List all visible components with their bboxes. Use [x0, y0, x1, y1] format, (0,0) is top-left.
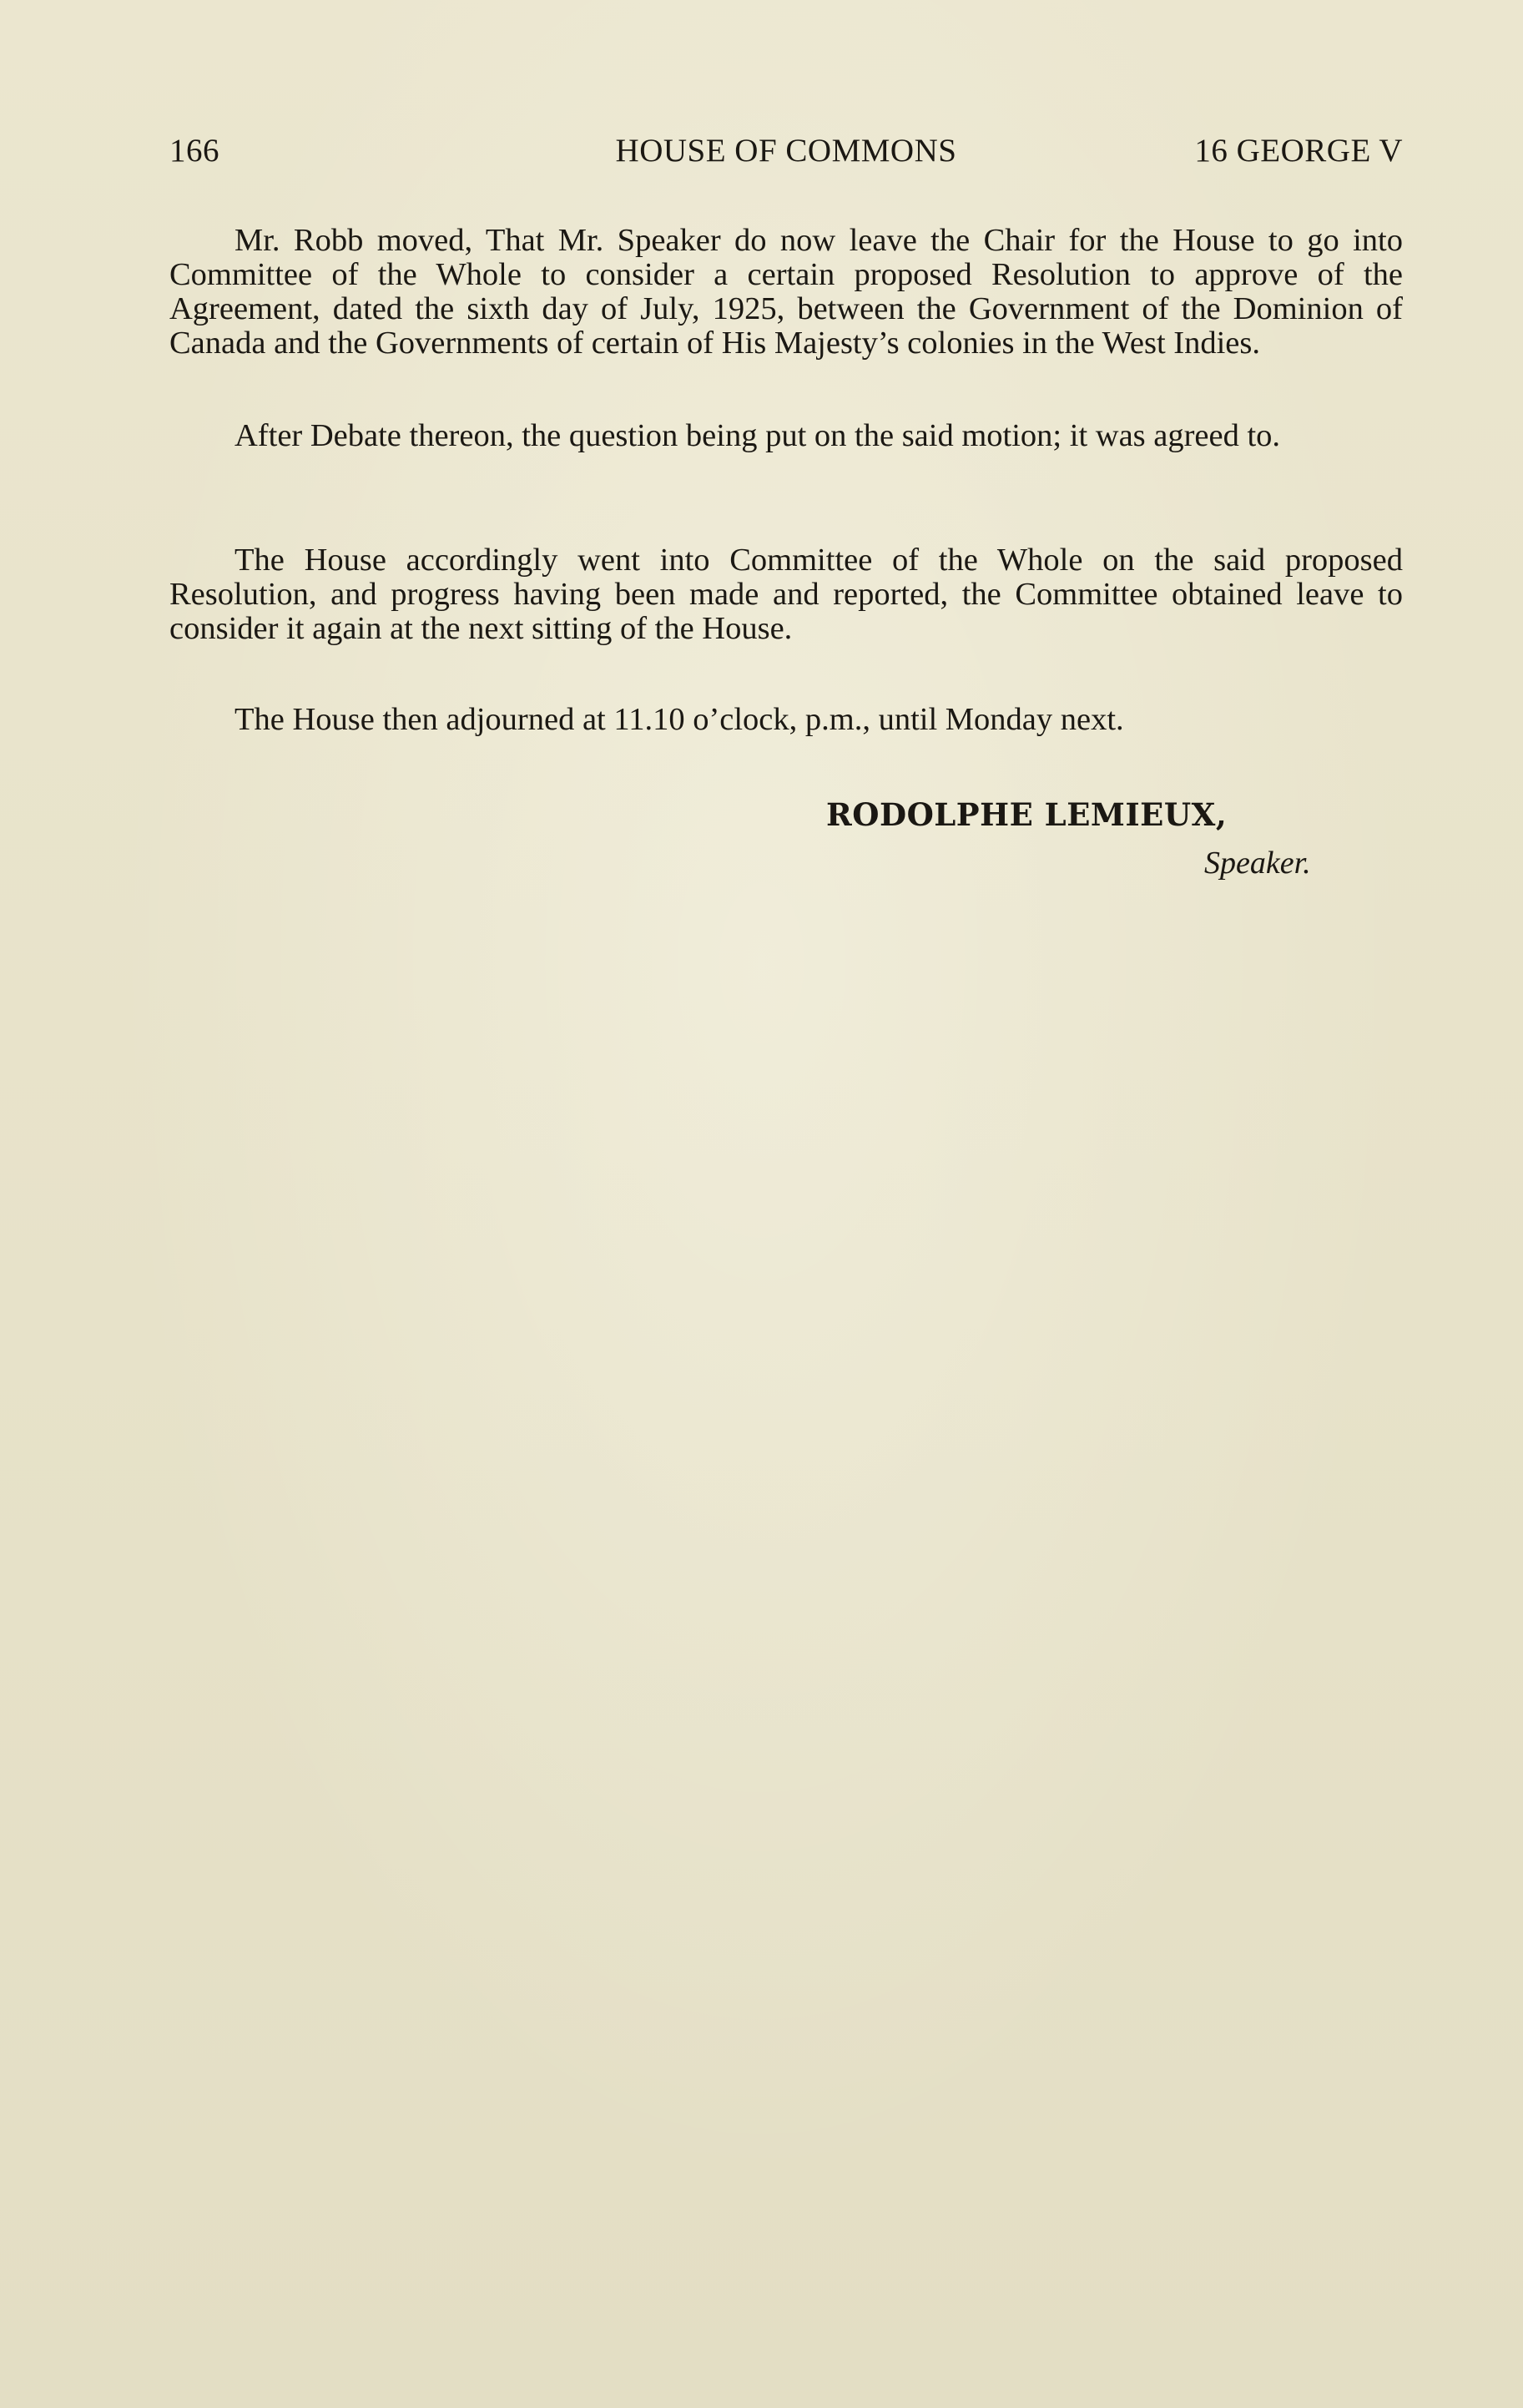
speaker-title: Speaker. [1204, 846, 1311, 881]
paragraph-committee: The House accordingly went into Committee of the Whole on the said proposed Resolution, and progress having been made and reported, the Committee obtained leave to consider it again at the next sitting of the House. [169, 543, 1403, 646]
regnal-year: 16 GEORGE V [1194, 133, 1403, 169]
speaker-name: RODOLPHE LEMIEUX, [826, 796, 1228, 833]
paragraph-adjournment: The House then adjourned at 11.10 o’clock, p.m., until Monday next. [235, 702, 1124, 737]
running-title: HOUSE OF COMMONS [615, 133, 957, 169]
page-number: 166 [169, 133, 219, 169]
paragraph-motion: Mr. Robb moved, That Mr. Speaker do now leave the Chair for the House to go into Committee of the Whole to consider a certain proposed Resolution to approve of the Agreement, dated the sixth day of July, 1925, between the Government of the Dominion of Canada and the Governments of certain of His Majesty’s colonies in the West Indies. [169, 223, 1403, 361]
paragraph-debate: After Debate thereon, the question being put on the said motion; it was agreed to. [235, 418, 1281, 453]
page-header [169, 132, 1403, 174]
